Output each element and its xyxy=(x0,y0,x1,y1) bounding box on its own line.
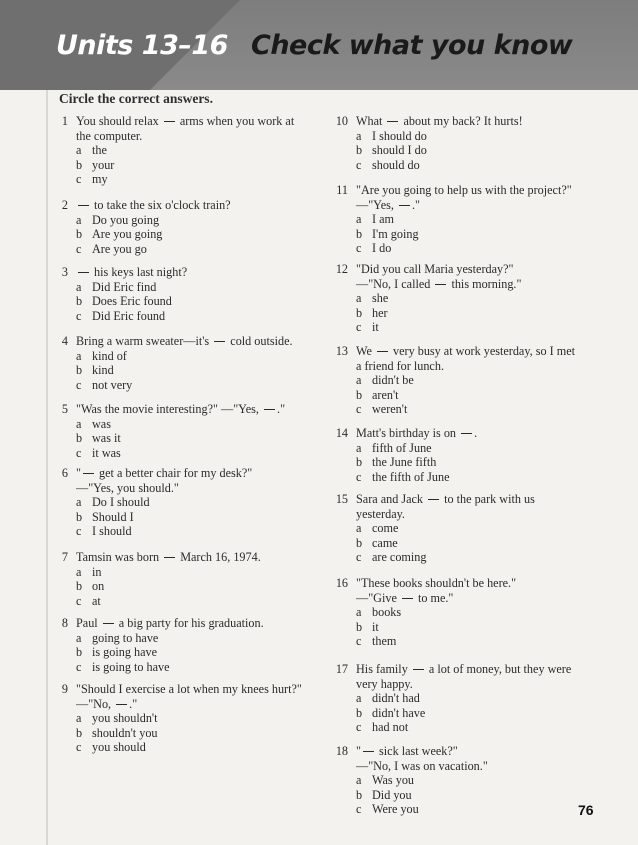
answer-blank xyxy=(377,351,388,352)
option-text: kind of xyxy=(92,348,127,363)
answer-option[interactable] xyxy=(356,291,610,306)
answer-option[interactable] xyxy=(356,521,610,536)
answer-option[interactable] xyxy=(76,631,315,646)
question-item xyxy=(50,198,315,256)
question-text-part: a big party for his graduation. xyxy=(115,616,264,630)
question-text xyxy=(76,114,315,129)
question-number: 14 xyxy=(335,426,348,440)
question-text-part: to the park with us xyxy=(441,492,535,506)
option-text: weren't xyxy=(372,402,408,417)
answer-blank xyxy=(103,623,114,624)
option-letter: b xyxy=(356,143,363,158)
question-text-part: Bring a warm sweater—it's xyxy=(76,334,213,348)
question-text xyxy=(356,492,610,507)
answer-option[interactable] xyxy=(356,402,610,417)
option-letter: c xyxy=(76,308,82,323)
answer-option[interactable] xyxy=(356,441,610,456)
answer-blank xyxy=(116,704,127,705)
question-text-part: cold outside. xyxy=(227,334,293,348)
question-text-part: We xyxy=(356,344,375,358)
question-text xyxy=(356,662,610,677)
option-letter: c xyxy=(356,550,362,565)
option-letter: c xyxy=(76,593,82,608)
answer-option[interactable] xyxy=(356,470,610,485)
question-number: 18 xyxy=(335,744,348,758)
answer-blank xyxy=(435,284,446,285)
header-banner xyxy=(0,0,638,90)
question-item xyxy=(50,550,315,608)
option-letter: a xyxy=(76,212,82,227)
question-text xyxy=(356,359,610,374)
question-text xyxy=(356,576,610,591)
option-text: is going have xyxy=(92,645,157,660)
answer-option[interactable] xyxy=(356,620,610,635)
question-text-part: " xyxy=(356,744,361,758)
answer-option[interactable] xyxy=(356,320,610,335)
question-number: 3 xyxy=(61,265,68,279)
option-text: on xyxy=(92,579,105,594)
question-item xyxy=(50,114,315,187)
option-text: come xyxy=(372,521,399,536)
answer-option[interactable] xyxy=(356,227,610,242)
question-number: 15 xyxy=(335,492,348,506)
option-text: Did Eric found xyxy=(92,308,166,323)
answer-option[interactable] xyxy=(76,510,315,525)
question-text xyxy=(76,198,315,213)
option-letter: a xyxy=(356,440,362,455)
answer-option[interactable] xyxy=(76,143,315,158)
question-item xyxy=(330,576,610,649)
answer-option[interactable] xyxy=(76,565,315,580)
question-text xyxy=(356,114,610,129)
answer-option[interactable] xyxy=(356,550,610,565)
answer-option[interactable] xyxy=(356,605,610,620)
answer-blank xyxy=(78,272,89,273)
question-item xyxy=(50,616,315,674)
option-text: my xyxy=(92,172,108,187)
option-letter: b xyxy=(356,535,363,550)
option-letter: a xyxy=(356,691,362,706)
instruction: Circle the correct answers. xyxy=(59,91,213,106)
question-text-part: March 16, 1974. xyxy=(177,550,261,564)
answer-blank xyxy=(428,499,439,500)
answer-option[interactable] xyxy=(356,455,610,470)
answer-option[interactable] xyxy=(76,158,315,173)
answer-option[interactable] xyxy=(76,711,315,726)
question-text-part: a friend for lunch. xyxy=(356,358,444,373)
option-text: kind xyxy=(92,363,114,378)
option-letter: c xyxy=(356,469,362,484)
option-letter: a xyxy=(76,495,82,510)
answer-option[interactable] xyxy=(76,645,315,660)
question-item xyxy=(330,344,610,417)
option-letter: b xyxy=(76,579,83,594)
question-text-part: this morning." xyxy=(448,276,522,291)
answer-blank xyxy=(214,341,225,342)
question-number: 1 xyxy=(61,114,68,128)
question-number: 8 xyxy=(61,616,68,630)
option-text: Are you going xyxy=(92,227,163,242)
answer-option[interactable] xyxy=(356,773,610,788)
option-text: Was you xyxy=(372,773,415,788)
question-text xyxy=(356,277,610,292)
question-text xyxy=(76,481,315,496)
question-text-part: get a better chair for my desk?" xyxy=(95,466,253,480)
option-text: had not xyxy=(372,720,409,735)
answer-option[interactable] xyxy=(76,495,315,510)
question-number: 6 xyxy=(61,466,68,480)
answer-option[interactable] xyxy=(76,579,315,594)
option-letter: a xyxy=(356,373,362,388)
option-letter: c xyxy=(76,377,82,392)
option-text: she xyxy=(372,291,389,306)
answer-blank xyxy=(83,473,94,474)
answer-option[interactable] xyxy=(356,158,610,173)
question-text xyxy=(76,550,315,565)
option-letter: a xyxy=(356,212,362,227)
question-text xyxy=(356,591,610,606)
option-text: was it xyxy=(92,431,121,446)
option-letter: c xyxy=(356,634,362,649)
answer-blank xyxy=(402,598,413,599)
answer-option[interactable] xyxy=(356,212,610,227)
option-text: books xyxy=(372,605,402,620)
answer-option[interactable] xyxy=(76,363,315,378)
question-item xyxy=(50,402,315,460)
option-text: it xyxy=(372,320,379,335)
option-text: Did Eric find xyxy=(92,279,157,294)
option-text: the xyxy=(92,143,107,158)
answer-blank xyxy=(78,205,89,206)
option-letter: c xyxy=(356,241,362,256)
question-text xyxy=(356,744,610,759)
option-text: was xyxy=(92,416,111,431)
option-letter: c xyxy=(356,802,362,817)
question-number: 12 xyxy=(335,262,348,276)
option-text: Were you xyxy=(372,802,419,817)
option-text: I should do xyxy=(372,128,427,143)
option-letter: b xyxy=(76,431,83,446)
option-text: the June fifth xyxy=(372,455,437,470)
option-letter: b xyxy=(76,157,83,172)
question-text-part: very busy at work yesterday, so I met xyxy=(389,344,576,358)
question-text-part: his keys last night? xyxy=(91,265,188,279)
question-number: 7 xyxy=(61,550,68,564)
option-letter: a xyxy=(76,143,82,158)
answer-option[interactable] xyxy=(356,306,610,321)
option-text: I should xyxy=(92,524,132,539)
question-text-part: —"No, I was on vacation." xyxy=(356,758,488,773)
option-text: Do you going xyxy=(92,212,160,227)
question-text xyxy=(76,334,315,349)
question-number: 17 xyxy=(335,662,348,676)
option-text: not very xyxy=(92,377,133,392)
question-item xyxy=(50,466,315,539)
option-letter: a xyxy=(356,605,362,620)
question-text-part: His family xyxy=(356,662,411,676)
answer-blank xyxy=(164,557,175,558)
answer-option[interactable] xyxy=(76,349,315,364)
question-text xyxy=(356,426,610,441)
page-title: Check what you know xyxy=(251,30,573,61)
option-letter: c xyxy=(76,524,82,539)
question-number: 2 xyxy=(61,198,68,212)
question-item xyxy=(330,662,610,735)
option-text: fifth of June xyxy=(372,440,432,455)
option-letter: a xyxy=(356,128,362,143)
question-number: 10 xyxy=(335,114,348,128)
option-letter: c xyxy=(76,241,82,256)
question-item xyxy=(330,183,610,256)
answer-option[interactable] xyxy=(356,373,610,388)
answer-option[interactable] xyxy=(356,691,610,706)
question-text-part: You should relax xyxy=(76,114,162,128)
option-letter: c xyxy=(356,320,362,335)
answer-option[interactable] xyxy=(356,706,610,721)
question-text-part: —"Give xyxy=(356,590,400,605)
question-text-part: "Should I exercise a lot when my knees hurt?" xyxy=(76,682,302,696)
option-letter: c xyxy=(76,445,82,460)
question-item xyxy=(330,262,610,335)
answer-option[interactable] xyxy=(76,417,315,432)
answer-option[interactable] xyxy=(356,788,610,803)
question-item xyxy=(50,334,315,392)
option-text: in xyxy=(92,564,102,579)
margin-rule xyxy=(46,90,48,845)
answer-blank xyxy=(413,669,424,670)
unit-range-title: Units 13–16 xyxy=(56,30,228,61)
question-text xyxy=(76,466,315,481)
answer-option[interactable] xyxy=(76,227,315,242)
option-text: came xyxy=(372,535,398,550)
question-item xyxy=(330,492,610,565)
option-letter: a xyxy=(356,773,362,788)
option-letter: c xyxy=(76,659,82,674)
question-text-part: —"No, xyxy=(76,696,115,711)
answer-option[interactable] xyxy=(76,309,315,324)
question-text-part: ." xyxy=(277,402,286,416)
question-text xyxy=(356,198,610,213)
question-text xyxy=(356,507,610,522)
question-text-part: "Are you going to help us with the project?" xyxy=(356,183,572,197)
answer-option[interactable] xyxy=(76,280,315,295)
answer-option[interactable] xyxy=(76,431,315,446)
answer-blank xyxy=(399,205,410,206)
question-text xyxy=(76,129,315,144)
option-letter: b xyxy=(356,387,363,402)
answer-option[interactable] xyxy=(76,213,315,228)
option-text: didn't had xyxy=(372,691,420,706)
option-text: you shouldn't xyxy=(92,711,158,726)
option-text: should I do xyxy=(372,143,427,158)
answer-blank xyxy=(387,121,398,122)
option-letter: b xyxy=(76,363,83,378)
question-number: 11 xyxy=(336,183,348,197)
question-text-part: arms when you work at xyxy=(176,114,295,128)
option-text: didn't be xyxy=(372,373,414,388)
question-number: 16 xyxy=(335,576,348,590)
option-text: Do I should xyxy=(92,495,150,510)
page-number: 76 xyxy=(578,802,594,818)
answer-blank xyxy=(164,121,175,122)
answer-option[interactable] xyxy=(356,388,610,403)
option-letter: c xyxy=(76,740,82,755)
answer-option[interactable] xyxy=(76,172,315,187)
option-text: I'm going xyxy=(372,226,419,241)
question-text-part: " xyxy=(76,466,81,480)
question-text xyxy=(76,402,315,417)
option-text: Does Eric found xyxy=(92,294,172,309)
option-letter: b xyxy=(356,305,363,320)
question-number: 9 xyxy=(61,682,68,696)
option-text: aren't xyxy=(372,387,399,402)
answer-option[interactable] xyxy=(76,740,315,755)
option-letter: b xyxy=(356,787,363,802)
question-text-part: ." xyxy=(412,197,421,212)
question-text xyxy=(356,677,610,692)
option-letter: c xyxy=(76,172,82,187)
option-text: is going to have xyxy=(92,659,170,674)
answer-option[interactable] xyxy=(76,294,315,309)
question-number: 4 xyxy=(61,334,68,348)
question-text-part: Sara and Jack xyxy=(356,492,427,506)
question-item xyxy=(330,744,610,817)
answer-option[interactable] xyxy=(356,241,610,256)
question-item xyxy=(330,426,610,484)
option-letter: a xyxy=(356,291,362,306)
question-text-part: the computer. xyxy=(76,128,143,143)
option-letter: a xyxy=(76,416,82,431)
option-letter: b xyxy=(356,455,363,470)
question-text xyxy=(76,682,315,697)
option-text: I do xyxy=(372,241,392,256)
option-letter: b xyxy=(356,619,363,634)
question-text-part: "These books shouldn't be here." xyxy=(356,576,517,590)
question-item xyxy=(330,114,610,172)
answer-blank xyxy=(363,751,374,752)
question-text-part: Tamsin was born xyxy=(76,550,163,564)
option-letter: c xyxy=(356,720,362,735)
question-text-part: a lot of money, but they were xyxy=(425,662,572,676)
answer-option[interactable] xyxy=(76,378,315,393)
question-number: 5 xyxy=(61,402,68,416)
option-text: should do xyxy=(372,157,420,172)
question-text xyxy=(76,616,315,631)
question-text-part: —"Yes, xyxy=(356,197,397,212)
option-letter: b xyxy=(76,509,83,524)
question-text-part: very happy. xyxy=(356,676,413,691)
answer-option[interactable] xyxy=(76,242,315,257)
answer-option[interactable] xyxy=(356,143,610,158)
answer-option[interactable] xyxy=(356,720,610,735)
option-text: it xyxy=(372,619,379,634)
answer-option[interactable] xyxy=(76,726,315,741)
option-letter: a xyxy=(76,564,82,579)
answer-option[interactable] xyxy=(76,446,315,461)
question-text-part: Paul xyxy=(76,616,101,630)
question-text-part: sick last week?" xyxy=(375,744,458,758)
question-number: 13 xyxy=(335,344,348,358)
option-text: are coming xyxy=(372,550,427,565)
option-text: I am xyxy=(372,212,394,227)
option-letter: b xyxy=(76,725,83,740)
option-letter: b xyxy=(76,645,83,660)
option-text: them xyxy=(372,634,397,649)
option-letter: b xyxy=(76,294,83,309)
question-text-part: to me." xyxy=(414,590,454,605)
question-text-part: ." xyxy=(129,696,138,711)
question-text-part: —"Yes, you should." xyxy=(76,480,179,495)
answer-blank xyxy=(264,409,275,410)
option-letter: a xyxy=(76,348,82,363)
answer-option[interactable] xyxy=(356,129,610,144)
answer-option[interactable] xyxy=(76,660,315,675)
option-text: it was xyxy=(92,445,121,460)
option-text: shouldn't you xyxy=(92,725,158,740)
answer-option[interactable] xyxy=(76,594,315,609)
answer-option[interactable] xyxy=(76,524,315,539)
option-text: you should xyxy=(92,740,146,755)
option-letter: b xyxy=(76,227,83,242)
question-text-part: about my back? It hurts! xyxy=(400,114,523,128)
question-item xyxy=(50,682,315,755)
question-text-part: . xyxy=(474,426,478,440)
option-text: going to have xyxy=(92,630,159,645)
question-text xyxy=(76,697,315,712)
question-text xyxy=(356,344,610,359)
option-letter: b xyxy=(356,226,363,241)
option-text: Did you xyxy=(372,787,412,802)
answer-option[interactable] xyxy=(356,634,610,649)
option-text: the fifth of June xyxy=(372,469,450,484)
question-text xyxy=(356,183,610,198)
answer-option[interactable] xyxy=(356,802,610,817)
question-text-part: to take the six o'clock train? xyxy=(91,198,231,212)
option-letter: c xyxy=(356,157,362,172)
option-letter: b xyxy=(356,705,363,720)
question-text-part: Matt's birthday is on xyxy=(356,426,460,440)
option-text: Should I xyxy=(92,509,134,524)
option-letter: a xyxy=(76,630,82,645)
question-text xyxy=(76,265,315,280)
option-text: at xyxy=(92,593,101,608)
option-text: didn't have xyxy=(372,705,426,720)
question-text-part: "Did you call Maria yesterday?" xyxy=(356,262,514,276)
question-text xyxy=(356,759,610,774)
option-letter: c xyxy=(356,402,362,417)
question-text-part: "Was the movie interesting?" —"Yes, xyxy=(76,402,263,416)
question-item xyxy=(50,265,315,323)
option-letter: a xyxy=(76,279,82,294)
answer-blank xyxy=(461,433,472,434)
question-text-part: yesterday. xyxy=(356,506,405,521)
option-text: her xyxy=(372,305,388,320)
option-text: Are you go xyxy=(92,241,147,256)
question-text xyxy=(356,262,610,277)
option-letter: a xyxy=(356,521,362,536)
question-text-part: —"No, I called xyxy=(356,276,434,291)
question-text-part: What xyxy=(356,114,386,128)
answer-option[interactable] xyxy=(356,536,610,551)
option-letter: a xyxy=(76,711,82,726)
option-text: your xyxy=(92,157,115,172)
